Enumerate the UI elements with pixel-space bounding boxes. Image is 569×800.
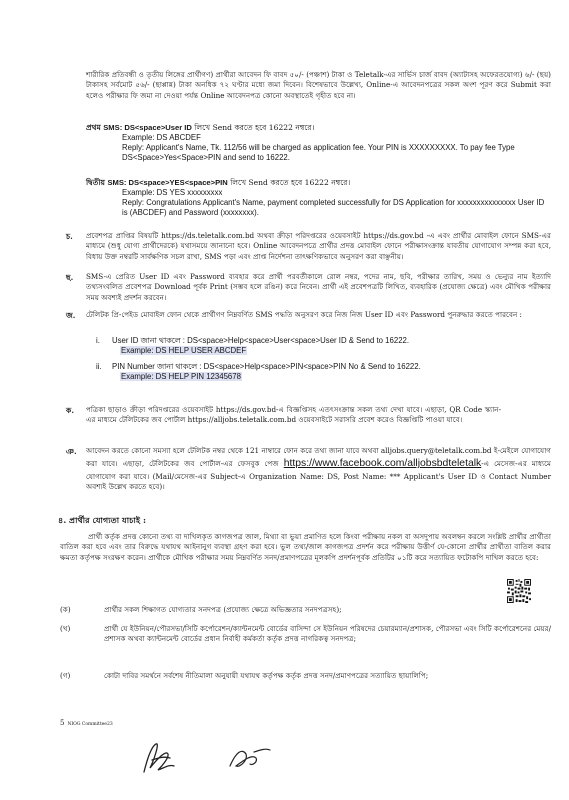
committee-label: NIOG Committee23 [67,722,113,727]
second-sms-suffix: লিখে Send করতে হবে 16222 নম্বরে। [230,178,351,187]
document-list-item-2-text: প্রার্থী যে ইউনিয়ন/পৌরসভা/সিটি কর্পোরেশন/ক্যান্টনমেন্ট বোর্ডের বাসিন্দা সে ইউনিয়ন পরিষদের চেয়ারম্যান/প্রশাসক, পৌরসভা এবং সিটি কর্পোরেশনের মেয়র/প্রশাসক অথবা ক্যান্টনমেন্ট বোর্ডের প্রধান নির্বাহী কর্মকর্তা কর্তৃক প্রদত্ত নাগরিকত্ব সনদপত্র; [104,624,551,644]
first-sms-command: SMS: DS<space>User ID [103,123,192,132]
signature-right-icon [226,744,272,774]
item-nya-text-a: আবেদন করতে কোনো সমস্যা হলে টেলিটক নম্বর থেকে 121 নাম্বারে ফোন করে তথ্য জানা যাবে অথবা alljobs.query@teletalk.com.bd ই-মেইলে যোগাযোগ করা যাবে। এছাড়া, টেলিটকের জব পোর্টাল-এর ফেসবুক পেজ [86,446,551,469]
item-ja [86,310,551,320]
item-chha-marker: ছ. [66,273,74,282]
second-sms-block [86,177,551,218]
page-footer [60,719,113,727]
document-list-item-1 [60,605,551,615]
fee-text: শারীরিক প্রতিবন্ধী ও তৃতীয় লিঙ্গের প্রার্থীগণ) প্রার্থীরা আবেদন ফি বাবদ ৫০/- (পঞ্চাশ) টাকা ও Teletalk-এর সার্ভিস চার্জ বাবদ (অ্যাটাসহ অফেরতযোগ্য) ৬/- (ছয়) টাকাসহ সর্বমোট ৫৬/- (ছাপ্পান্ন) টাকা অনধিক ৭২ ঘণ্টার মধ্যে জমা দিবেন। বিশেষভাবে উল্লেখ্য, Online-এ আবেদনপত্রের সকল অংশ পূরণ করে Submit করা হলেও পরীক্ষার ফি জমা না দেওয়া পর্যন্ত Online আবেদনপত্র কোনো অবস্থাতেই গৃহীত হবে না। [86,70,551,100]
document-list-item-3 [60,671,551,681]
item-ka-marker: ক. [66,406,74,415]
item-chha [86,272,551,303]
document-list-item-1-text: প্রার্থীর সকল শিক্ষাগত যোগ্যতার সনদপত্র (প্রযোজ্য ক্ষেত্রে অভিজ্ঞতার সনদপত্রসহ); [104,605,342,614]
document-list-item-2-label: (খ) [60,624,71,633]
item-cha-marker: চ. [66,232,73,241]
signature-left-icon [138,738,182,778]
second-sms-command: SMS: DS<space>YES<space>PIN [107,178,228,187]
qr-code-icon [507,579,531,603]
recovery-item-2-number: ii. [96,362,102,371]
recovery-item-2-example: Example: DS HELP PIN 12345678 [121,372,241,382]
first-sms-heading [86,122,551,133]
facebook-page-link[interactable]: https://www.facebook.com/alljobsbdteletalk [283,458,482,470]
second-sms-heading [86,177,551,188]
item-cha [86,231,551,262]
page-number: 5 [60,719,65,727]
item-chha-text: SMS-এ প্রেরিত User ID এবং Password ব্যবহার করে প্রার্থী পরবর্তীকালে রোল নম্বর, পদের নাম, ছবি, পরীক্ষার তারিখ, সময় ও ভেন্যুর নাম ইত্যাদি তথ্যসংবলিত প্রবেশপত্র Download পূর্বক Print (সম্ভব হলে রঙিন) করে নিবেন। প্রার্থী এই প্রবেশপত্রটি লিখিত, ব্যবহারিক (প্রযোজ্য ক্ষেত্রে) এবং মৌখিক পরীক্ষার সময় অবশ্যই প্রদর্শন করবেন। [86,272,551,302]
document-list-item-3-label: (গ) [60,671,71,680]
section-4-title: ৪. প্রার্থীর যোগ্যতা যাচাই : [58,515,147,525]
fee-paragraph [86,70,551,101]
item-nya-text-b: -এ মেসেজ-এর মাধ্যমে যোগাযোগ করা যাবে। (Mail/মেসেজ-এর Subject-এ Organization Name: DS, Post Name: *** Applicant's User ID ও Contact Number অবশ্যই উল্লেখ করতে হবে)। [86,459,551,491]
recovery-item-1-example: Example: DS HELP USER ABCDEF [121,346,247,356]
item-ka-text: পত্রিকা ছাড়াও ক্রীড়া পরিদপ্তরের ওয়েবসাইট https://ds.gov.bd-এ বিজ্ঞপ্তিসহ এতৎসংক্রান্ত সকল তথ্য দেখা যাবে। এছাড়া, QR Code স্ক্যান-এর মাধ্যমে টেলিটকের জব পোর্টাল https://alljobs.teletalk.com.bd ওয়েবসাইটে সরাসরি প্রবেশ করেও বিজ্ঞপ্তিটি পাওয়া যাবে। [86,405,501,425]
second-sms-reply: Reply: Congratulations Applicant's Name, payment completed successfully for DS Application for xxxxxxxxxxxxxxx User ID is (ABCDEF) and Password (xxxxxxxx). [122,198,545,218]
item-cha-text: প্রবেশপত্র প্রাপ্তির বিষয়টি https://ds.teletalk.com.bd অথবা ক্রীড়া পরিদপ্তরের ওয়েবসাইট https://ds.gov.bd -এ এবং প্রার্থীর মোবাইল ফোনে SMS-এর মাধ্যমে (শুধু যোগ্য প্রার্থীদেরকে) যথাসময়ে জানানো হবে। Online আবেদনপত্রে প্রার্থীর প্রদত্ত মোবাইল ফোনে পরীক্ষাসংক্রান্ত যাবতীয় যোগাযোগ সম্পন্ন করা হবে, বিধায় উক্ত নম্বরটি সার্বক্ষণিক সচল রাখা, SMS পড়া এবং প্রাপ্ত নির্দেশনা তাৎক্ষণিকভাবে অনুসরণ করা বাঞ্ছনীয়। [86,231,551,261]
item-nya-marker: ঞ. [66,447,77,456]
section-4-text: প্রার্থী কর্তৃক প্রদত্ত কোনো তথ্য বা দাখিলকৃত কাগজপত্র জাল, মিথ্যা বা ভুয়া প্রমাণিত হলে কিংবা পরীক্ষায় নকল বা অসদুপায় অবলম্বন করলে সংশ্লিষ্ট প্রার্থীর প্রার্থীতা বাতিল করা হবে এবং তার বিরুদ্ধে যথাযথ আইনানুগ ব্যবস্থা গ্রহণ করা হবে। ভুল তথ্য/জাল কাগজপত্র প্রদর্শন করে পরীক্ষায় উত্তীর্ণ যে-কোনো প্রার্থীর প্রার্থীতা বাতিল করার ক্ষমতা কর্তৃপক্ষ সংরক্ষণ করেন। প্রার্থীকে মৌখিক পরীক্ষার সময় নিম্নবর্ণিত সনদ/প্রমাণপত্রের মূলকপি প্রদর্শনপূর্বক প্রতিটির ০১টি করে সত্যায়িত ফটোকপি দাখিল করতে হবে: [60,532,551,562]
first-sms-reply: Reply: Applicant's Name, Tk. 112/56 will be charged as application fee. Your PIN is XXXXXXXXX. To pay fee Type DS<Space>Yes<Space>PIN and send to 16222. [122,143,515,163]
document-list-item-1-label: (ক) [60,605,71,614]
recovery-item-2 [96,362,551,382]
recovery-item-1 [96,336,551,356]
document-list-item-2 [60,624,551,645]
recovery-item-1-number: i. [96,336,100,345]
item-ja-text: টেলিটক প্রি-পেইড মোবাইল ফোন থেকে প্রার্থীগণ নিম্নবর্ণিত SMS পদ্ধতি অনুসরণ করে নিজ নিজ User ID এবং Password পুনরুদ্ধার করতে পারবেন : [86,310,522,319]
item-ja-marker: জ. [66,311,76,320]
item-ka [86,405,501,426]
item-nya [86,446,551,492]
second-sms-example: Example: DS YES xxxxxxxxx [122,188,223,197]
first-sms-example: Example: DS ABCDEF [122,133,201,142]
second-sms-prefix: দ্বিতীয় [86,178,106,187]
first-sms-suffix: লিখে Send করতে হবে 16222 নম্বরে। [194,123,315,132]
first-sms-block [86,122,551,163]
recovery-item-1-text: User ID জানা থাকলে : DS<space>Help<space>User<space>User ID & Send to 16222. [112,336,410,345]
first-sms-prefix: প্রথম [86,123,101,132]
recovery-item-2-text: PIN Number জানা থাকলে : DS<space>Help<space>PIN<space>PIN No & Send to 16222. [112,362,421,371]
document-list-item-3-text: কোটা দাবির সমর্থনে সর্বশেষ নীতিমালা অনুযায়ী যথাযথ কর্তৃপক্ষ কর্তৃক প্রদত্ত সনদ/প্রমাণপত্রের সত্যায়িত ছায়ালিপি; [104,671,429,680]
item-nya-paragraph [86,446,551,492]
section-4-body [60,532,551,563]
